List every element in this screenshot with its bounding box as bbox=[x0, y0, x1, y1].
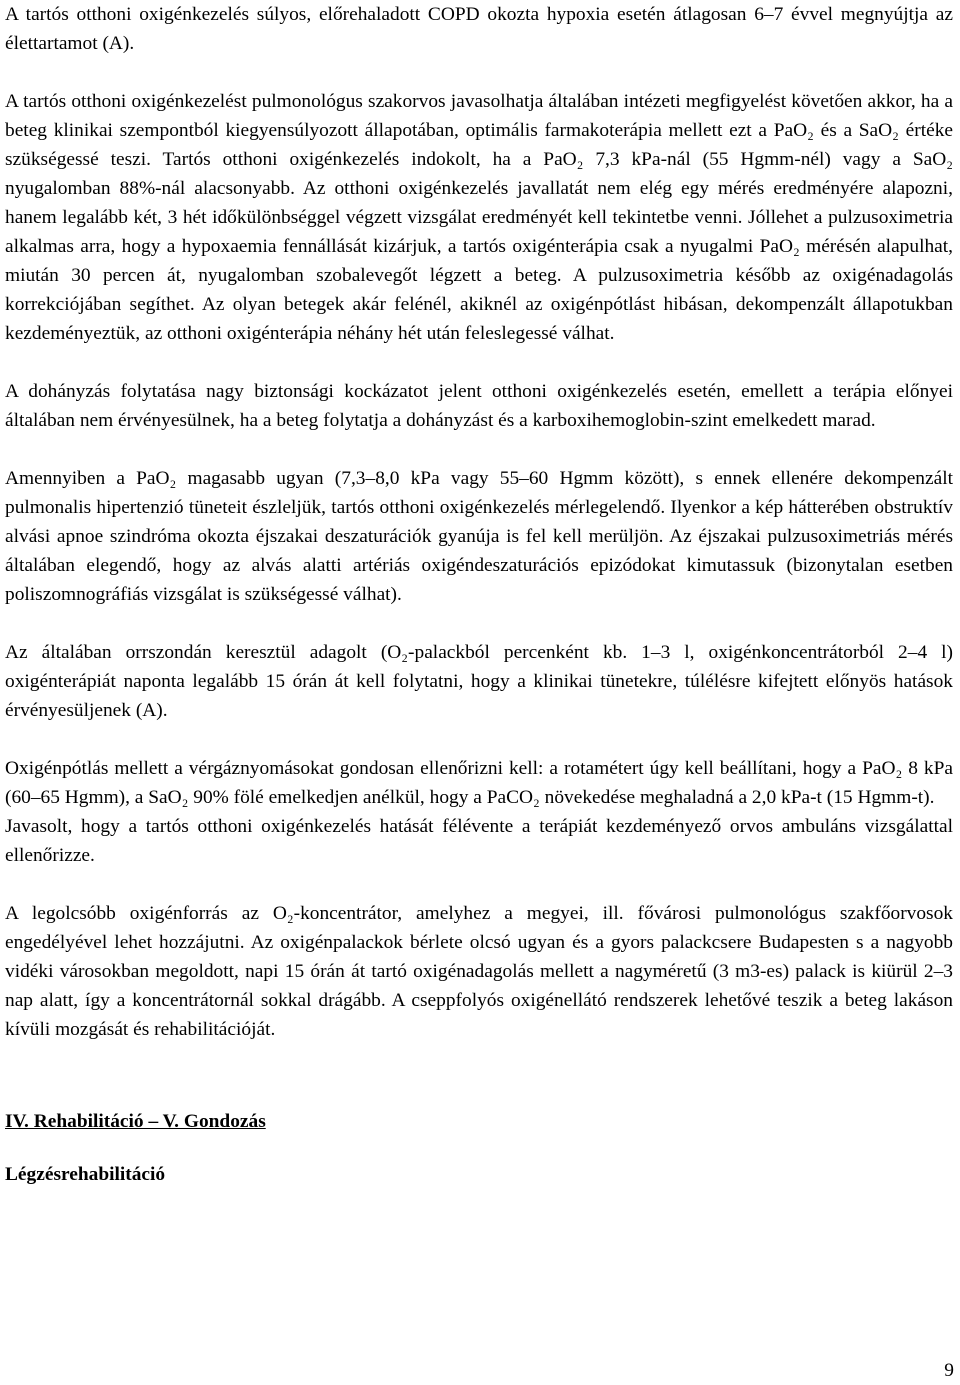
paragraph-copd-survival: A tartós otthoni oxigénkezelés súlyos, előrehaladott COPD okozta hypoxia esetén átlagosan 6–7 évvel megnyújtja az élettartamot (A). bbox=[5, 4, 953, 54]
subheading: Légzésrehabilitáció bbox=[5, 1164, 166, 1185]
paragraph-pulmonary-hypertension: Amennyiben a PaO₂ magasabb ugyan (7,3–8,0 kPa vagy 55–60 Hgmm között), s ennek ellenére dekompenzált pulmonalis hipertenzió tüneteit észleljük, tartós otthoni oxigénkezelés mérlegelendő. Ilyenkor a kép hátterében obstruktív alvási apnoe szindróma okozta éjszakai deszaturációk gyanúja is fel kell merüljön. Az éjszakai pulzusoximetriás mérés általában elegendő, hogy az alvás alatti artériás oxigéndeszaturációs epizódokat kimutassuk (bizonytalan esetben poliszomnográfiás vizsgálat is szükségessé válhat). bbox=[5, 468, 953, 605]
paragraph-oxygen-sources: A legolcsóbb oxigénforrás az O₂-koncentrátor, amelyhez a megyei, ill. fővárosi pulmonológus szakfőorvosok engedélyével lehet hozzájutni. Az oxigénpalackok bérlete olcsó ugyan és a gyors palackcsere Budapesten s a nagyobb vidéki városokban megoldott, napi 15 órán át tartó oxigénadagolás mellett a nagyméretű (3 m3-es) palack is kiürül 2–3 nap alatt, így a koncentrátornál sokkal drágább. A cseppfolyós oxigénellátó rendszerek lehetővé teszik a beteg lakáson kívüli mozgását és rehabilitációját. bbox=[5, 903, 953, 1040]
section-heading: IV. Rehabilitáció – V. Gondozás bbox=[5, 1111, 266, 1132]
paragraph-dosage: Az általában orrszondán keresztül adagolt (O₂-palackból percenként kb. 1–3 l, oxigénkoncentrátorból 2–4 l) oxigénterápiát naponta legalább 15 órán át kell folytatni, hogy a klinikai tünetekre, túlélésre kifejtett előnyös hatások érvényesüljenek (A). bbox=[5, 642, 953, 721]
paragraph-smoking: A dohányzás folytatása nagy biztonsági kockázatot jelent otthoni oxigénkezelés esetén, emellett a terápia előnyei általában nem érvényesülnek, ha a beteg folytatja a dohányzást és a karboxihemoglobin-szint emelkedett marad. bbox=[5, 381, 953, 431]
page-number: 9 bbox=[944, 1360, 954, 1381]
paragraph-indication: A tartós otthoni oxigénkezelést pulmonológus szakorvos javasolhatja általában intézeti megfigyelést követően akkor, ha a beteg klinikai szempontból kiegyensúlyozott állapotában, optimális farmakoterápia mellett ezt a PaO₂ és a SaO₂ értéke szükségessé teszi. Tartós otthoni oxigénkezelés indokolt, ha a PaO₂ 7,3 kPa-nál (55 Hgmm-nél) vagy a SaO₂ nyugalomban 88%-nál alacsonyabb. Az otthoni oxigénkezelés javallatát nem elég egy mérés eredményére alapozni, hanem legalább két, 3 hét időkülönbséggel végzett vizsgálat eredményét kell tekintetbe venni. Jóllehet a pulzusoximetria alkalmas arra, hogy a hypoxaemia fennállását kizárjuk, a tartós oxigénterápia csak a nyugalmi PaO₂ mérésén alapulhat, miután 30 percen át, nyugalomban szobalevegőt légzett a beteg. A pulzusoximetria később az oxigénadagolás korrekciójában segíthet. Az olyan betegek akár felénél, akiknél az oxigénpótlást hibásan, dekompenzált állapotukban kezdeményeztük, az otthoni oxigénterápia néhány hét után feleslegessé válhat. bbox=[5, 91, 953, 344]
document-page bbox=[5, 0, 953, 1189]
paragraph-follow-up: Javasolt, hogy a tartós otthoni oxigénkezelés hatását félévente a terápiát kezdeményező orvos ambuláns vizsgálattal ellenőrizze. bbox=[5, 816, 953, 866]
paragraph-monitoring: Oxigénpótlás mellett a vérgáznyomásokat gondosan ellenőrizni kell: a rotamétert úgy kell beállítani, hogy a PaO₂ 8 kPa (60–65 Hgmm), a SaO₂ 90% fölé emelkedjen anélkül, hogy a PaCO₂ növekedése meghaladná a 2,0 kPa-t (15 Hgmm-t). bbox=[5, 758, 953, 808]
